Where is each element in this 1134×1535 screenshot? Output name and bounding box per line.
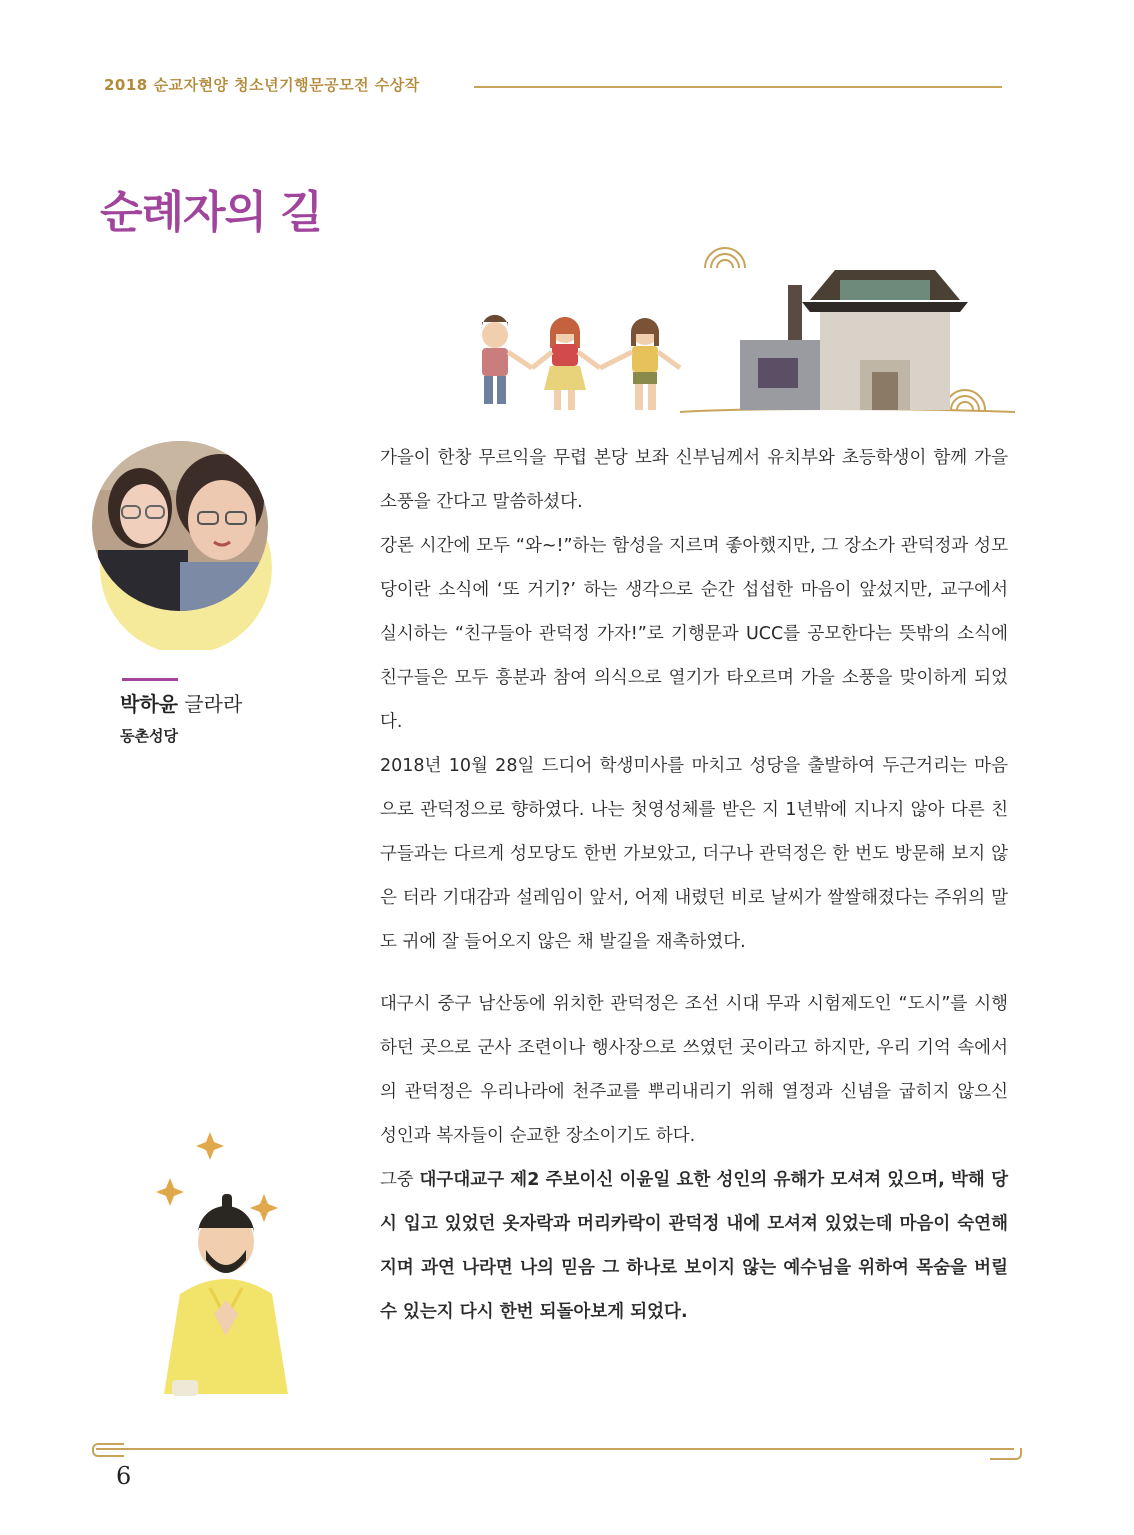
- paragraph: 가을이 한창 무르익을 무렵 본당 보좌 신부님께서 유치부와 초등학생이 함께 가을 소풍을 간다고 말씀하셨다.: [380, 448, 1008, 512]
- footer-rule-cap-right: [990, 1448, 1022, 1460]
- paragraph-emphasis: [380, 1158, 1008, 1334]
- page-number: 6: [116, 1462, 132, 1490]
- author-name: [120, 688, 242, 717]
- paragraph-bold-text: 대구대교구 제2 주보이신 이윤일 요한 성인의 유해가 모셔져 있으며, 박해 당시 입고 있었던 옷자락과 머리카락이 관덕정 내에 모셔져 있었는데 마음이 숙연해지며 과연 나라면 나의 믿음 그 하나로 보이지 않는 예수님을 위하여 목숨을 버릴 수 있는지 다시 한번 되돌아보게 되었다.: [380, 1170, 1008, 1322]
- illustration-praying-saint: [118, 1118, 328, 1408]
- author-baptismal-name: 글라라: [184, 692, 243, 716]
- page-title: 순례자의 길: [100, 187, 322, 238]
- header-rule: [474, 86, 1002, 88]
- author-rule: [122, 678, 178, 681]
- paragraph: 강론 시간에 모두 “와~!”하는 함성을 지르며 좋아했지만, 그 장소가 관덕정과 성모당이란 소식에 ‘또 거기?’ 하는 생각으로 순간 섭섭한 마음이 앞섰지만, 교구에서 실시하는 “친구들아 관덕정 가자!”로 기행문과 UCC를 공모한다는 뜻밖의 소식에 친구들은 모두 흥분과 참여 의식으로 열기가 타오르며 가을 소풍을 맞이하게 되었다.: [380, 536, 1008, 732]
- author-parish: 동촌성당: [120, 727, 178, 745]
- cloud-ornament-icon: [945, 390, 985, 410]
- running-header: 2018 순교자현양 청소년기행문공모전 수상작: [104, 76, 420, 94]
- cloud-ornament-icon: [705, 248, 745, 268]
- gwandeokjeong-building: [740, 270, 968, 410]
- body-section-1: [380, 436, 1008, 964]
- paragraph-lead: 그중: [380, 1170, 420, 1190]
- child-figure-1: [482, 315, 532, 404]
- paragraph: 대구시 중구 남산동에 위치한 관덕정은 조선 시대 무과 시험제도인 “도시”를 시행하던 곳으로 군사 조련이나 행사장으로 쓰였던 곳이라고 하지만, 우리 기억 속에서의 관덕정은 우리나라에 천주교를 뿌리내리기 위해 열정과 신념을 굽히지 않으신 성인과 복자들이 순교한 장소이기도 하다.: [380, 994, 1008, 1146]
- author-surname-given: 박하윤: [120, 692, 178, 716]
- child-figure-3: [600, 318, 680, 410]
- body-section-2: [380, 982, 1008, 1334]
- footer-rule-cap-left: [92, 1443, 124, 1457]
- footer-rule: [96, 1448, 1014, 1450]
- illustration-children-and-pavilion: [440, 240, 1020, 425]
- paragraph: 2018년 10월 28일 드디어 학생미사를 마치고 성당을 출발하여 두근거리는 마음으로 관덕정으로 향하였다. 나는 첫영성체를 받은 지 1년밖에 지나지 않아 다른 친구들과는 다르게 성모당도 한번 가보았고, 더구나 관덕정은 한 번도 방문해 보지 않은 터라 기대감과 설레임이 앞서, 어제 내렸던 비로 날씨가 쌀쌀해졌다는 주위의 말도 귀에 잘 들어오지 않은 채 발길을 재촉하였다.: [380, 756, 1008, 952]
- child-figure-2: [532, 317, 600, 410]
- author-photo: [88, 430, 288, 650]
